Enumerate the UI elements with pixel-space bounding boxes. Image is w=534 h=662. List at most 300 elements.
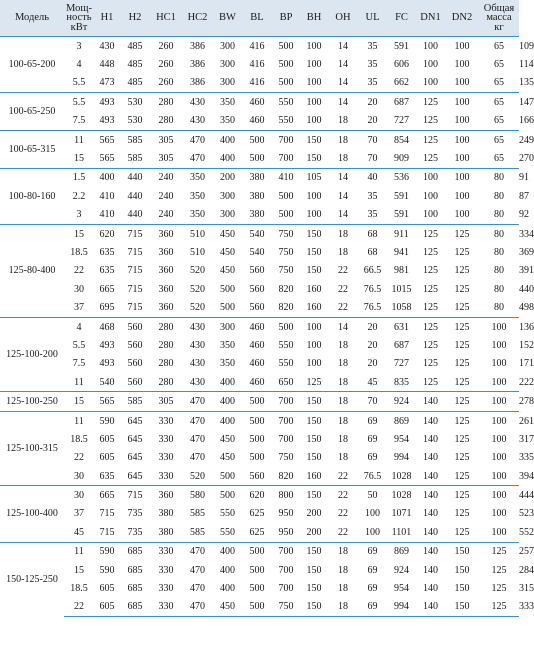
table-cell: 18 <box>338 452 348 464</box>
table-cell: 460 <box>242 93 272 112</box>
table-cell: 125 <box>454 246 470 258</box>
table-cell: 37 <box>74 508 84 520</box>
table-cell: 550 <box>272 93 300 112</box>
table-row: 5.5 473 485 260 386 300 416 500 100 14 35 662 100 100 65 135 <box>0 74 519 93</box>
table-cell: 30 <box>74 283 84 295</box>
table-cell: 360 <box>158 302 174 314</box>
table-cell: 820 <box>278 302 294 314</box>
col-fc-header: FC <box>387 0 416 37</box>
table-cell: 924 <box>394 564 409 576</box>
table-cell: 350 <box>220 339 235 351</box>
table-cell: 80 <box>494 190 504 202</box>
table-cell: 125 <box>454 358 470 370</box>
table-cell: 150 <box>300 392 328 411</box>
table-cell: 300 <box>220 190 235 202</box>
table-cell: 450 <box>213 224 242 243</box>
table-cell: 665 <box>94 486 120 505</box>
table-cell: 100 <box>423 77 438 89</box>
table-cell: 18 <box>328 411 358 430</box>
table-cell: 520 <box>190 265 205 277</box>
table-cell: 280 <box>158 376 174 388</box>
table-row: 30 635 645 330 520 500 560 820 160 22 76.5 1028 140 125 100 394 <box>0 467 519 486</box>
table-cell: 280 <box>150 93 182 112</box>
table-cell: 125 <box>423 302 438 314</box>
table-cell: 69 <box>358 598 387 617</box>
table-cell: 430 <box>182 317 213 336</box>
table-cell: 100 <box>306 190 322 202</box>
table-cell: 125 <box>416 130 445 149</box>
table-cell: 560 <box>249 265 265 277</box>
table-cell: 69 <box>358 542 387 561</box>
table-cell: 954 <box>394 583 409 595</box>
table-cell: 2.2 <box>72 190 86 202</box>
table-cell: 125 <box>454 433 470 445</box>
table-cell: 410 <box>99 190 115 202</box>
table-cell: 470 <box>182 598 213 617</box>
table-cell: 470 <box>190 153 205 165</box>
table-cell: 550 <box>220 508 235 520</box>
table-cell: 4 <box>76 59 82 71</box>
table-row: 2.2 410 440 240 350 300 380 500 100 14 35 591 100 100 80 87 <box>0 187 519 205</box>
table-cell: 20 <box>367 339 378 351</box>
table-cell: 727 <box>394 115 409 127</box>
table-cell: 100 <box>306 77 322 89</box>
table-cell: 100 <box>445 93 479 112</box>
table-cell: 40 <box>358 168 387 187</box>
table-row: 22 635 715 360 520 450 560 750 150 22 66.5 981 125 125 80 391 <box>0 262 519 280</box>
table-row: 150-125-250 11 590 685 330 470 400 500 700 150 18 69 869 140 150 125 257 <box>0 542 519 561</box>
table-cell: 700 <box>278 153 294 165</box>
model-cell: 125-100-315 <box>0 411 64 486</box>
table-cell: 625 <box>249 526 265 538</box>
table-cell: 650 <box>278 376 294 388</box>
table-cell: 30 <box>64 486 94 505</box>
table-cell: 330 <box>150 598 182 617</box>
table-cell: 100 <box>365 508 380 520</box>
table-cell: 520 <box>190 283 205 295</box>
table-cell: 125 <box>479 542 519 561</box>
table-cell: 69 <box>367 564 378 576</box>
table-cell: 125 <box>416 93 445 112</box>
table-cell: 500 <box>242 392 272 411</box>
table-cell: 560 <box>127 358 143 370</box>
table-cell: 65 <box>494 77 504 89</box>
table-cell: 715 <box>127 302 143 314</box>
table-cell: 240 <box>150 168 182 187</box>
table-cell: 300 <box>213 37 242 56</box>
table-row: 100-80-160 1.5 400 440 240 350 200 380 410 105 14 40 536 100 100 80 91 <box>0 168 519 187</box>
table-cell: 69 <box>367 583 378 595</box>
col-h1-header: H1 <box>94 0 120 37</box>
table-cell: 125 <box>416 224 445 243</box>
table-cell: 100 <box>445 130 479 149</box>
table-cell: 662 <box>394 77 409 89</box>
model-cell: 100-80-160 <box>0 168 64 224</box>
table-cell: 100 <box>479 317 519 336</box>
table-cell: 994 <box>394 452 409 464</box>
col-oh-header: OH <box>328 0 358 37</box>
table-cell: 380 <box>158 526 174 538</box>
table-cell: 460 <box>242 317 272 336</box>
table-row: 7.5 493 530 280 430 350 460 550 100 18 20 727 125 100 65 166 <box>0 112 519 131</box>
table-cell: 565 <box>94 130 120 149</box>
table-cell: 100 <box>306 339 322 351</box>
table-cell: 330 <box>158 452 174 464</box>
table-cell: 430 <box>94 37 120 56</box>
col-model-header: Модель <box>0 0 64 37</box>
table-cell: 5.5 <box>64 93 94 112</box>
table-cell: 35 <box>367 209 378 221</box>
table-cell: 560 <box>127 339 143 351</box>
table-cell: 150 <box>300 598 328 617</box>
col-h2-header: H2 <box>120 0 150 37</box>
table-row: 15 590 685 330 470 400 500 700 150 18 69 924 140 150 125 284 <box>0 561 519 579</box>
table-cell: 18 <box>328 224 358 243</box>
table-cell: 350 <box>220 115 235 127</box>
table-cell: 100 <box>306 358 322 370</box>
table-cell: 685 <box>127 583 143 595</box>
table-cell: 430 <box>190 358 205 370</box>
table-cell: 820 <box>278 470 294 482</box>
table-cell: 631 <box>387 317 416 336</box>
table-cell: 330 <box>158 564 174 576</box>
table-cell: 125 <box>454 376 470 388</box>
table-cell: 700 <box>278 583 294 595</box>
table-cell: 80 <box>479 168 519 187</box>
model-cell: 125-80-400 <box>0 224 64 317</box>
table-cell: 400 <box>220 153 235 165</box>
table-cell: 687 <box>387 93 416 112</box>
table-cell: 700 <box>272 130 300 149</box>
table-cell: 585 <box>190 508 205 520</box>
table-cell: 715 <box>127 246 143 258</box>
table-cell: 500 <box>278 59 294 71</box>
col-dn2-header: DN2 <box>445 0 479 37</box>
table-cell: 125 <box>423 283 438 295</box>
table-cell: 14 <box>338 190 348 202</box>
table-cell: 100 <box>491 452 507 464</box>
table-cell: 510 <box>182 224 213 243</box>
table-row: 15 565 585 305 470 400 500 700 150 18 70 909 125 100 65 270 <box>0 149 519 168</box>
table-cell: 460 <box>249 358 265 370</box>
table-cell: 200 <box>306 508 322 520</box>
table-row: 45 715 735 380 585 550 625 950 200 22 100 1101 140 125 100 552 <box>0 523 519 542</box>
table-cell: 45 <box>367 376 378 388</box>
table-cell: 35 <box>367 77 378 89</box>
table-cell: 605 <box>94 598 120 617</box>
table-cell: 869 <box>387 411 416 430</box>
table-cell: 590 <box>94 542 120 561</box>
table-cell: 700 <box>272 542 300 561</box>
table-cell: 100 <box>454 77 470 89</box>
table-cell: 70 <box>358 130 387 149</box>
table-cell: 22 <box>338 508 348 520</box>
table-cell: 125 <box>423 153 438 165</box>
table-row: 125-100-315 11 590 645 330 470 400 500 700 150 18 69 869 140 125 100 261 <box>0 411 519 430</box>
table-cell: 140 <box>416 542 445 561</box>
table-cell: 300 <box>220 209 235 221</box>
table-cell: 20 <box>367 358 378 370</box>
table-row: 4 448 485 260 386 300 416 500 100 14 35 606 100 100 65 114 <box>0 55 519 73</box>
table-row: 3 410 440 240 350 300 380 500 100 14 35 591 100 100 80 92 <box>0 206 519 225</box>
table-cell: 125 <box>445 392 479 411</box>
table-cell: 360 <box>150 224 182 243</box>
table-cell: 380 <box>242 168 272 187</box>
table-cell: 540 <box>249 246 265 258</box>
table-cell: 18 <box>328 130 358 149</box>
table-cell: 65 <box>479 93 519 112</box>
table-cell: 150 <box>306 583 322 595</box>
table-row: 22 605 685 330 470 450 500 750 150 18 69 994 140 150 125 333 <box>0 598 519 617</box>
table-cell: 280 <box>150 317 182 336</box>
table-row: 18.5 635 715 360 510 450 540 750 150 18 68 941 125 125 80 369 <box>0 243 519 261</box>
table-cell: 100 <box>491 470 507 482</box>
table-cell: 493 <box>99 339 115 351</box>
table-cell: 700 <box>272 392 300 411</box>
table-cell: 65 <box>479 130 519 149</box>
table-cell: 981 <box>394 265 409 277</box>
table-cell: 735 <box>127 526 143 538</box>
table-cell: 100 <box>454 190 470 202</box>
table-cell: 305 <box>150 392 182 411</box>
table-cell: 18 <box>338 339 348 351</box>
table-cell: 620 <box>94 224 120 243</box>
table-cell: 20 <box>367 115 378 127</box>
table-cell: 700 <box>278 433 294 445</box>
table-row: 7.5 493 560 280 430 350 460 550 100 18 20 727 125 125 100 171 <box>0 355 519 373</box>
table-cell: 500 <box>249 153 265 165</box>
table-cell: 22 <box>74 452 84 464</box>
table-cell: 485 <box>120 37 150 56</box>
table-cell: 606 <box>394 59 409 71</box>
table-cell: 330 <box>150 542 182 561</box>
table-cell: 100 <box>306 209 322 221</box>
table-cell: 1028 <box>391 470 412 482</box>
table-cell: 20 <box>358 317 387 336</box>
table-cell: 591 <box>387 37 416 56</box>
table-cell: 100 <box>479 392 519 411</box>
table-cell: 20 <box>358 93 387 112</box>
table-cell: 500 <box>220 283 235 295</box>
table-cell: 68 <box>367 246 378 258</box>
table-cell: 470 <box>190 452 205 464</box>
table-cell: 625 <box>249 508 265 520</box>
table-cell: 3 <box>64 37 94 56</box>
table-cell: 400 <box>220 376 235 388</box>
table-cell: 68 <box>358 224 387 243</box>
table-row: 22 605 645 330 470 450 500 750 150 18 69 994 140 125 100 335 <box>0 449 519 467</box>
table-cell: 500 <box>249 452 265 464</box>
table-cell: 330 <box>158 433 174 445</box>
table-cell: 105 <box>300 168 328 187</box>
table-cell: 100 <box>300 93 328 112</box>
table-cell: 100 <box>300 37 328 56</box>
table-cell: 160 <box>306 302 322 314</box>
table-cell: 500 <box>272 317 300 336</box>
table-cell: 400 <box>94 168 120 187</box>
col-hc2-header: HC2 <box>182 0 213 37</box>
table-cell: 305 <box>150 130 182 149</box>
col-bw-header: BW <box>213 0 242 37</box>
table-cell: 605 <box>99 433 115 445</box>
table-cell: 1015 <box>391 283 412 295</box>
col-bl-header: BL <box>242 0 272 37</box>
table-cell: 540 <box>99 376 115 388</box>
table-cell: 125 <box>445 224 479 243</box>
table-cell: 500 <box>242 411 272 430</box>
table-cell: 330 <box>158 470 174 482</box>
table-row: 125-100-200 4 468 560 280 430 300 460 500 100 14 20 631 125 125 100 136 <box>0 317 519 336</box>
table-cell: 14 <box>338 77 348 89</box>
table-cell: 400 <box>213 392 242 411</box>
table-cell: 65 <box>494 59 504 71</box>
table-cell: 37 <box>74 302 84 314</box>
table-row: 100-65-315 11 565 585 305 470 400 500 700 150 18 70 854 125 100 65 249 <box>0 130 519 149</box>
model-cell: 100-65-200 <box>0 37 64 93</box>
table-cell: 100 <box>454 59 470 71</box>
table-cell: 430 <box>190 339 205 351</box>
table-cell: 715 <box>120 224 150 243</box>
table-cell: 550 <box>278 115 294 127</box>
table-cell: 15 <box>64 392 94 411</box>
table-cell: 360 <box>158 265 174 277</box>
table-cell: 140 <box>416 598 445 617</box>
col-mass-header: Общая масса кг <box>479 0 519 37</box>
table-cell: 330 <box>150 411 182 430</box>
table-cell: 140 <box>416 392 445 411</box>
model-cell: 150-125-250 <box>0 542 64 617</box>
table-cell: 1028 <box>387 486 416 505</box>
table-cell: 560 <box>127 376 143 388</box>
table-cell: 11 <box>64 411 94 430</box>
table-cell: 80 <box>494 246 504 258</box>
table-cell: 3 <box>76 209 82 221</box>
table-cell: 400 <box>213 542 242 561</box>
table-cell: 125 <box>423 246 438 258</box>
table-cell: 520 <box>190 302 205 314</box>
table-cell: 510 <box>190 246 205 258</box>
table-cell: 18 <box>328 542 358 561</box>
table-cell: 45 <box>74 526 84 538</box>
table-cell: 735 <box>127 508 143 520</box>
table-cell: 400 <box>220 583 235 595</box>
table-cell: 350 <box>182 168 213 187</box>
table-cell: 80 <box>479 224 519 243</box>
table-cell: 11 <box>74 376 84 388</box>
table-cell: 14 <box>328 317 358 336</box>
table-cell: 150 <box>300 411 328 430</box>
table-cell: 22 <box>338 265 348 277</box>
table-cell: 18.5 <box>70 246 88 258</box>
table-cell: 150 <box>306 153 322 165</box>
table-cell: 620 <box>242 486 272 505</box>
table-cell: 125 <box>423 115 438 127</box>
table-cell: 635 <box>99 265 115 277</box>
table-cell: 69 <box>358 411 387 430</box>
table-cell: 440 <box>127 209 143 221</box>
table-cell: 70 <box>367 153 378 165</box>
table-cell: 15 <box>64 224 94 243</box>
table-cell: 76.5 <box>363 283 382 295</box>
table-cell: 450 <box>220 246 235 258</box>
table-cell: 125 <box>445 411 479 430</box>
table-cell: 585 <box>120 392 150 411</box>
table-cell: 18 <box>328 598 358 617</box>
table-cell: 150 <box>306 564 322 576</box>
table-cell: 18 <box>328 392 358 411</box>
table-cell: 76.5 <box>363 470 382 482</box>
table-cell: 500 <box>242 130 272 149</box>
table-cell: 22 <box>338 302 348 314</box>
table-cell: 869 <box>387 542 416 561</box>
table-cell: 150 <box>454 564 470 576</box>
table-cell: 125 <box>445 486 479 505</box>
table-cell: 300 <box>220 77 235 89</box>
table-cell: 125 <box>454 265 470 277</box>
table-cell: 125 <box>454 339 470 351</box>
table-cell: 1101 <box>391 526 412 538</box>
table-cell: 430 <box>182 93 213 112</box>
table-cell: 450 <box>220 433 235 445</box>
table-cell: 380 <box>249 209 265 221</box>
table-cell: 69 <box>367 433 378 445</box>
table-cell: 125 <box>423 376 438 388</box>
table-cell: 715 <box>99 508 115 520</box>
table-row: 18.5 605 645 330 470 450 500 700 150 18 69 954 140 125 100 317 <box>0 430 519 448</box>
table-row: 5.5 493 560 280 430 350 460 550 100 18 20 687 125 125 100 152 <box>0 336 519 354</box>
table-cell: 11 <box>64 130 94 149</box>
table-cell: 430 <box>190 376 205 388</box>
table-cell: 200 <box>213 168 242 187</box>
table-row: 37 695 715 360 520 500 560 820 160 22 76.5 1058 125 125 80 498 <box>0 298 519 317</box>
table-cell: 125 <box>479 598 519 617</box>
table-cell: 416 <box>249 77 265 89</box>
table-cell: 585 <box>120 130 150 149</box>
table-cell: 100 <box>306 59 322 71</box>
table-cell: 941 <box>394 246 409 258</box>
table-cell: 1058 <box>391 302 412 314</box>
table-row: 125-100-400 30 665 715 360 580 500 620 800 150 22 50 1028 140 125 100 444 <box>0 486 519 505</box>
table-cell: 470 <box>182 542 213 561</box>
table-cell: 300 <box>213 317 242 336</box>
table-cell: 687 <box>394 339 409 351</box>
table-cell: 150 <box>454 583 470 595</box>
table-cell: 100 <box>454 115 470 127</box>
table-cell: 820 <box>278 283 294 295</box>
table-cell: 22 <box>338 470 348 482</box>
table-cell: 416 <box>249 59 265 71</box>
table-cell: 125 <box>454 283 470 295</box>
table-cell: 950 <box>278 508 294 520</box>
table-cell: 100 <box>491 339 507 351</box>
table-body <box>0 37 534 617</box>
table-cell: 448 <box>99 59 115 71</box>
table-cell: 18 <box>338 358 348 370</box>
table-cell: 473 <box>99 77 115 89</box>
table-cell: 100 <box>423 209 438 221</box>
table-cell: 35 <box>358 37 387 56</box>
table-cell: 685 <box>120 598 150 617</box>
table-cell: 700 <box>272 411 300 430</box>
table-cell: 305 <box>158 153 174 165</box>
table-cell: 100 <box>454 209 470 221</box>
table-cell: 280 <box>158 358 174 370</box>
table-cell: 22 <box>64 598 94 617</box>
table-cell: 500 <box>249 564 265 576</box>
table-cell: 386 <box>182 37 213 56</box>
table-cell: 14 <box>338 59 348 71</box>
table-cell: 416 <box>242 37 272 56</box>
